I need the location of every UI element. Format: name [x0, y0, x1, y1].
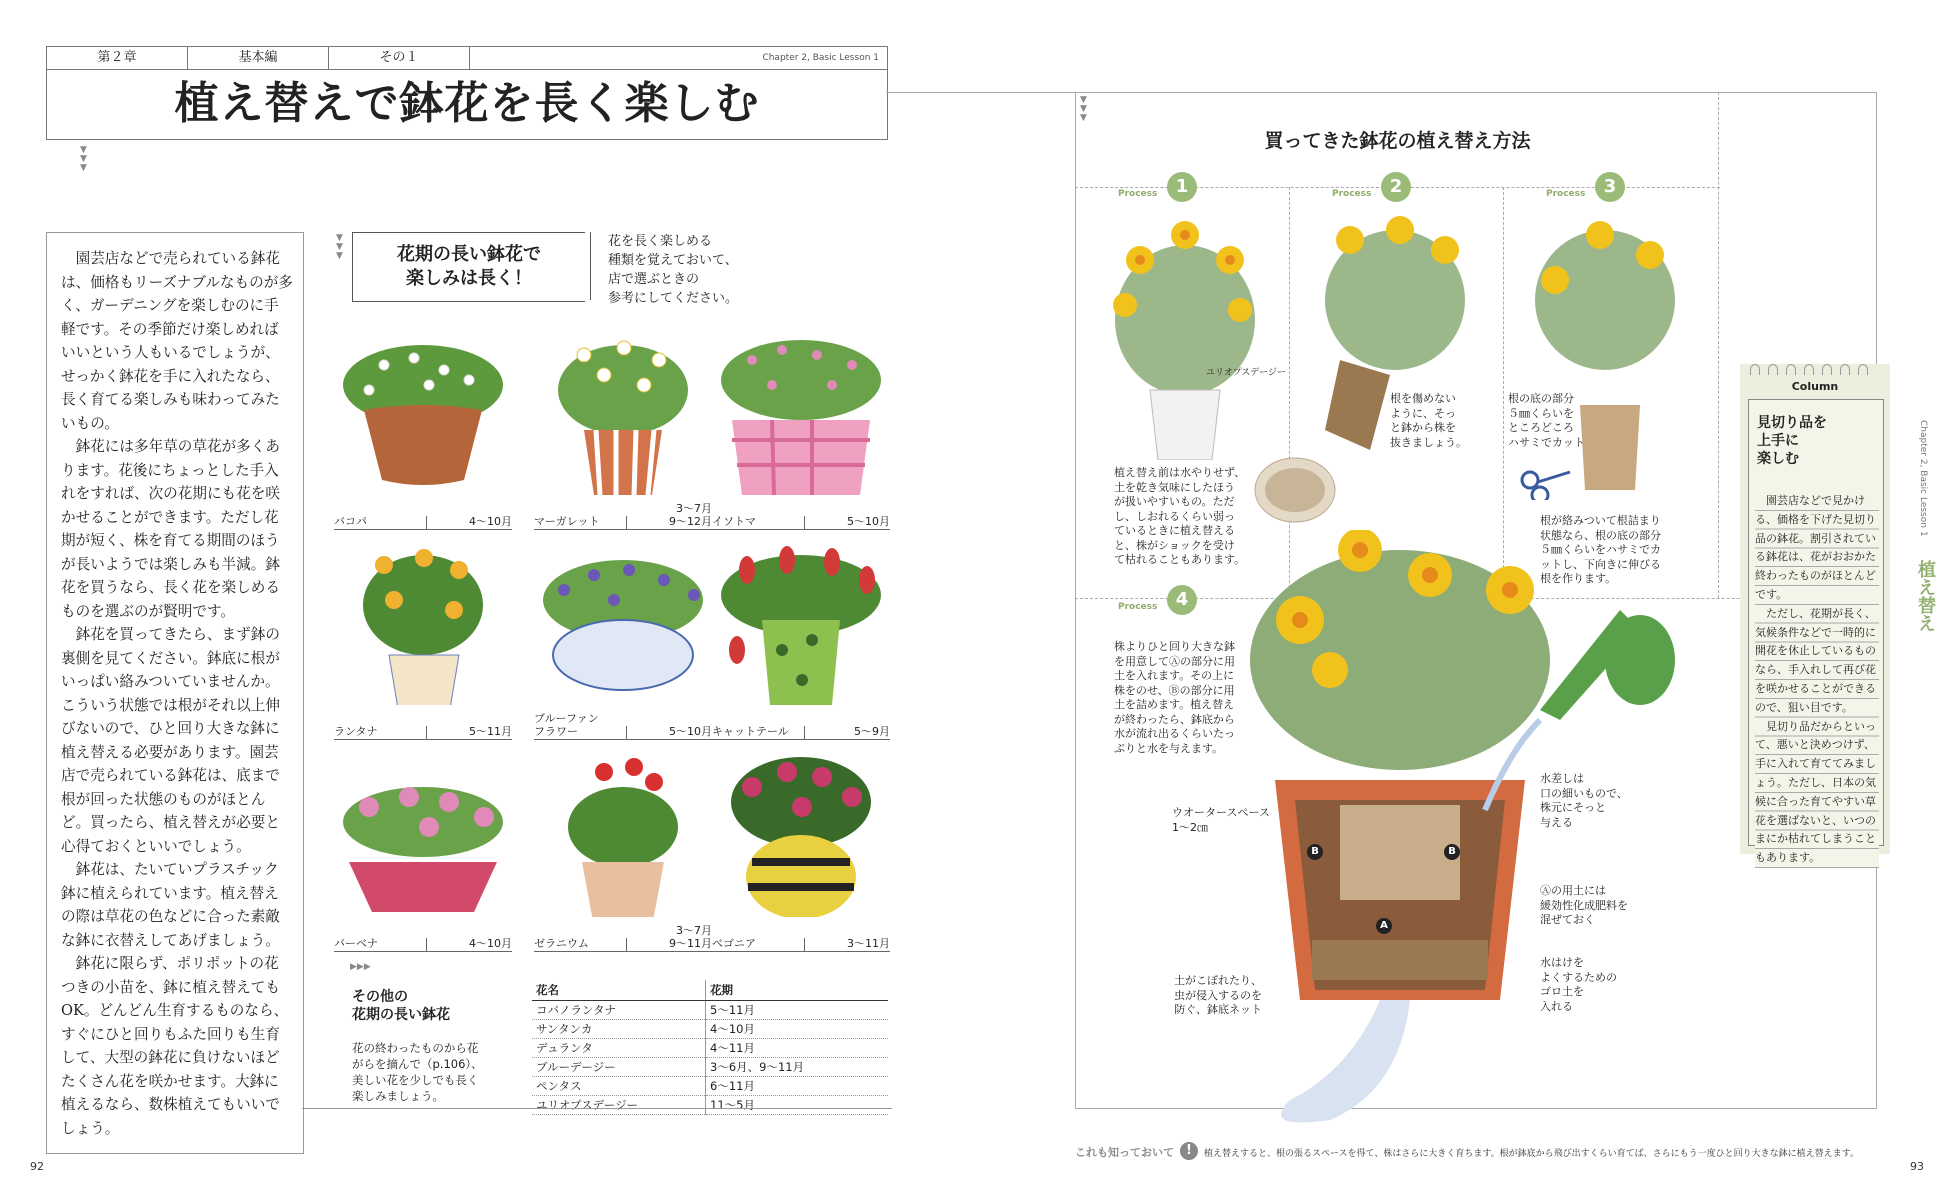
table-row — [532, 1039, 888, 1058]
cell-period: 6〜11月 — [706, 1077, 889, 1096]
flower-name: バコパ — [334, 515, 367, 528]
exclamation-icon: ! — [1180, 1142, 1198, 1160]
flower-illustration — [534, 752, 712, 917]
flower-illustration — [334, 540, 512, 705]
table-row — [532, 1058, 888, 1077]
flower-card — [534, 330, 712, 530]
column-label: Column — [1791, 380, 1839, 393]
chapter-tab: 第２章 — [47, 47, 188, 69]
flower-name: イソトマ — [712, 515, 756, 528]
flower-period: 5〜11月 — [469, 725, 512, 738]
flower-period: 4〜10月 — [469, 937, 512, 950]
process-number-1: 1 — [1167, 172, 1197, 202]
step1-illustration — [1090, 210, 1280, 460]
flower-name: キャットテール — [712, 725, 789, 738]
side-japanese: 植え替え — [1915, 560, 1936, 632]
triangle-marker-icon: ▼ ▼ ▼ — [1080, 95, 1087, 123]
cell-period: 4〜11月 — [706, 1039, 889, 1058]
flower-period: 3〜7月 9〜12月 — [669, 502, 712, 528]
column-header-period: 花期 — [706, 980, 889, 1001]
flower-name: ブルーファン フラワー — [534, 712, 599, 738]
net-note: 土がこぼれたり、 虫が侵入するのを 防ぐ、鉢底ネット — [1174, 974, 1262, 1016]
label-b-right: B — [1444, 844, 1460, 860]
flower-period: 3〜7月 9〜11月 — [669, 924, 712, 950]
flower-illustration — [712, 330, 890, 495]
triangle-marker-icon: ▼ ▼ ▼ — [336, 233, 343, 261]
cell-name: ユリオプスデージー — [532, 1096, 706, 1115]
side-english: Chapter 2, Basic Lesson 1 — [1918, 420, 1928, 537]
cell-name: ブルーデージー — [532, 1058, 706, 1077]
flower-name: ランタナ — [334, 725, 378, 738]
flower-illustration — [712, 752, 890, 917]
page-number-left: 92 — [30, 1160, 44, 1173]
method-title: 買ってきた鉢花の植え替え方法 — [1264, 130, 1531, 152]
step4-illustration — [1220, 530, 1700, 1140]
step3-illustration — [1510, 210, 1700, 500]
flower-illustration — [534, 330, 712, 495]
table-row — [532, 1096, 888, 1115]
flower-period: 5〜10月 — [847, 515, 890, 528]
flower-period: 3〜11月 — [847, 937, 890, 950]
lesson-tab: その１ — [329, 47, 470, 69]
watering-can-note: 水差しは 口の細いもので、 株元にそっと 与える — [1540, 772, 1628, 829]
other-flowers-desc: 花の終わったものから花 がらを摘んで（p.106）、 美しい花を少しでも長く 楽しみましょう。 — [352, 1041, 483, 1103]
flower-card — [334, 540, 512, 740]
column-card — [1740, 364, 1890, 865]
column-header-name: 花名 — [532, 980, 706, 1001]
other-flowers-title: その他の 花期の長い鉢花 — [352, 989, 450, 1023]
flower-illustration — [712, 540, 890, 705]
part-tab: 基本編 — [188, 47, 329, 69]
other-flowers-table — [532, 980, 888, 1115]
page-number-right: 93 — [1910, 1160, 1924, 1173]
arrow-marker-icon: ▶▶▶ — [350, 962, 371, 972]
section-title-box — [352, 232, 585, 302]
flower-illustration — [334, 752, 512, 917]
cell-name: サンタンカ — [532, 1020, 706, 1039]
flower-illustration — [534, 540, 712, 705]
step3-scissor-note: 根の底の部分 ５㎜くらいを ところどころ ハサミでカット — [1508, 392, 1585, 449]
step1-note: 植え替え前は水やりせず、 土を乾き気味にしたほう が扱いやすいもの。ただ し、しおれるくらい弱っ ているときに植え替える と、株がショックを受け て枯れることもあります。 — [1114, 466, 1246, 566]
soil-a-note: Ⓐの用土には 緩効性化成肥料を 混ぜておく — [1540, 884, 1628, 926]
drainage-note: 水はけを よくするための ゴロ土を 入れる — [1540, 956, 1617, 1013]
process-label: Process — [1118, 189, 1158, 199]
process-label: Process — [1118, 602, 1158, 612]
dashed-divider — [1718, 92, 1719, 598]
column-title: 見切り品を 上手に 楽しむ — [1757, 415, 1827, 467]
table-row — [532, 1001, 888, 1020]
table-header-row — [532, 980, 888, 1001]
flower-name: マーガレット — [534, 515, 600, 528]
flower-card — [334, 330, 512, 530]
cell-name: コバノランタナ — [532, 1001, 706, 1020]
title-box — [46, 69, 888, 140]
page-top-rule — [886, 92, 1076, 93]
flower-card — [334, 752, 512, 952]
footer-text: 植え替えすると、根の張るスペースを得て、株はさらに大きく育ちます。根が鉢底から飛び出すくらい育てば、さらにもう一度ひと回り大きな鉢に植え替えます。 — [1204, 1149, 1859, 1159]
body-text: 園芸店などで売られている鉢花は、価格もリーズナブルなものが多く、ガーデニングを楽しむのに手軽です。その季節だけ楽しめればいいという人もいるでしょうが、せっかく鉢花を手に入れたなら、長く育てる楽しみも味わってみたいもの。 鉢花には多年草の草花が多くあります。花後にちょっとした手入れをすれば、次の花期にも花を咲かせることができます。ただし花期が短く、株を育てる期間のほうが長いようでは楽しみも半減。鉢花を買うなら、長く花を楽しめるものを選ぶのが賢明です。 鉢花を買ってきたら、まず鉢の裏側を見てください。鉢底に根がいっぱい絡みついていませんか。こういう状態では根がそれ以上伸びないので、ひと回り大きな鉢に植え替える必要があります。園芸店で売られている鉢花は、底まで根が回った状態のものがほとんど。買ったら、植え替えが必要と心得ておくといいでしょう。 鉢花は、たいていプラスチック鉢に植えられています。植え替えの際は草花の色などに合った素敵な鉢に衣替えしてあげましょう。 鉢花に限らず、ポリポットの花つきの小苗を、鉢に植え替えてもOK。どんどん生育するものなら、すぐにひと回りもふた回りも生育して、大型の鉢花に負けないほどたくさん花を咲かせます。大鉢に植えるなら、数株植えてもいいでしょう。 — [61, 250, 293, 1137]
table-row — [532, 1020, 888, 1039]
cell-period: 5〜11月 — [706, 1001, 889, 1020]
section-description: 花を長く楽しめる 種類を覚えておいて、 店で選ぶときの 参考にしてください。 — [608, 234, 739, 306]
page-title: 植え替えで鉢花を長く楽しむ — [174, 78, 760, 129]
flower-card — [712, 540, 890, 740]
body-text-column — [46, 232, 304, 1154]
flower-card — [712, 330, 890, 530]
process-number-4: 4 — [1167, 585, 1197, 615]
header-english: Chapter 2, Basic Lesson 1 — [762, 53, 879, 63]
section-title: 花期の長い鉢花で 楽しみは長く！ — [397, 244, 541, 289]
header-tabs — [46, 46, 888, 70]
flower-card — [534, 540, 712, 740]
flower-name: バーベナ — [334, 937, 378, 950]
flower-period: 5〜9月 — [854, 725, 890, 738]
section-divider — [590, 232, 591, 300]
process-label: Process — [1332, 189, 1372, 199]
flower-card — [712, 752, 890, 952]
water-space-label: ウオータースペース 1〜2㎝ — [1172, 806, 1270, 834]
plant-label: ユリオプスデージー — [1206, 368, 1286, 378]
flower-illustration — [334, 330, 512, 495]
flower-period: 4〜10月 — [469, 515, 512, 528]
triangle-marker-icon: ▼ ▼ ▼ — [80, 145, 87, 173]
step4-note: 株よりひと回り大きな鉢 を用意してⒶの部分に用 土を入れます。その上に 株をのせ、Ⓑの部分に用 土を詰めます。植え替え が終わったら、鉢底から 水が流れ出るくらいたっ ぷりと水を与えます。 — [1114, 640, 1235, 755]
flower-period: 5〜10月 — [669, 725, 712, 738]
column-text: 園芸店などで見かける、価格を下げた見切り品の鉢花。割引されている鉢花は、花がおおかた終わったものがほとんどです。 ただし、花期が長く、気候条件などで一時的に開花を休止しているものなら、手入れして再び花を咲かせることができるので、狙い目です。 見切り品だからといって、悪いと決めつけず、手に入れて育ててみましょう。ただし、日本の気候に合った育てやすい草花を選ばないと、いつのまにか枯れてしまうこともあります。 — [1755, 492, 1879, 868]
bottom-rule — [302, 1108, 892, 1109]
step2-note: 根を傷めない ように、そっ と鉢から株を 抜きましょう。 — [1390, 392, 1467, 449]
cell-period: 4〜10月 — [706, 1020, 889, 1039]
cell-name: ペンタス — [532, 1077, 706, 1096]
cell-name: デュランタ — [532, 1039, 706, 1058]
table-row — [532, 1077, 888, 1096]
process-number-2: 2 — [1381, 172, 1411, 202]
label-a: A — [1376, 918, 1392, 934]
label-b-left: B — [1307, 844, 1323, 860]
footer-label: これも知っておいて — [1075, 1146, 1174, 1159]
flower-name: ゼラニウム — [534, 937, 589, 950]
cell-period: 11〜5月 — [706, 1096, 889, 1115]
process-label: Process — [1546, 189, 1586, 199]
empty-pot-icon — [1250, 450, 1340, 540]
step3-note: 根が絡みついて根詰まり 状態なら、根の底の部分 ５㎜くらいをハサミでカ ットし、下向きに伸びる 根を作ります。 — [1540, 514, 1661, 585]
cell-period: 3〜6月、9〜11月 — [706, 1058, 889, 1077]
process-number-3: 3 — [1595, 172, 1625, 202]
column-inner — [1748, 399, 1884, 865]
flower-name: ベゴニア — [712, 937, 756, 950]
flower-card — [534, 752, 712, 952]
